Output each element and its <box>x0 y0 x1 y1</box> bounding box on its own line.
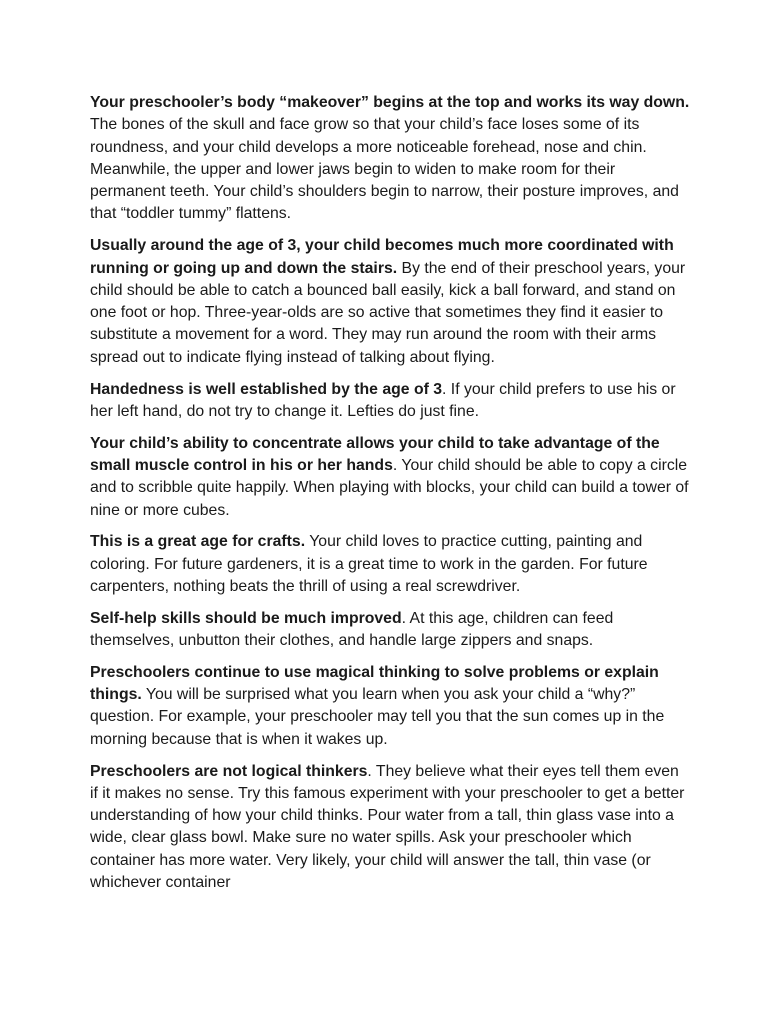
paragraph-text: . At this age, children can feed themselves, unbutton their clothes, and handle large zippers and snaps. <box>90 609 614 650</box>
paragraph-lead: Handedness is well established by the age of 3 <box>90 380 443 398</box>
paragraph-text: The bones of the skull and face grow so that your child’s face loses some of its roundness, and your child develops a more noticeable forehead, nose and chin. Meanwhile, the upper and lower jaws begin to widen to make room for their permanent teeth. Your child’s shoulders begin to narrow, their posture improves, and that “toddler tummy” flattens. <box>90 116 679 223</box>
paragraph-text: You will be surprised what you learn when you ask your child a “why?” question. For example, your preschooler may tell you that the sun comes up in the morning because that is when it wakes up. <box>90 686 665 748</box>
document-page <box>90 92 690 904</box>
paragraph-magical-thinking <box>90 662 690 751</box>
paragraph-text: . They believe what their eyes tell them even if it makes no sense. Try this famous experiment with your preschooler to get a better understanding of how your child thinks. Pour water from a tall, thin glass vase into a wide, clear glass bowl. Make sure no water spills. Ask your preschooler which container has more water. Very likely, your child will answer the tall, thin vase (or whichever container <box>90 762 685 891</box>
paragraph-lead: Preschoolers continue to use magical thinking to solve problems or explain things. <box>90 663 659 704</box>
paragraph-text: Your child loves to practice cutting, painting and coloring. For future gardeners, it is a great time to work in the garden. For future carpenters, nothing beats the thrill of using a real screwdriver. <box>90 533 648 595</box>
paragraph-concentration <box>90 433 690 522</box>
paragraph-lead: Self-help skills should be much improved <box>90 609 402 627</box>
paragraph-coordination <box>90 235 690 369</box>
paragraph-lead: Your child’s ability to concentrate allows your child to take advantage of the small muscle control in his or her hands <box>90 434 660 474</box>
paragraph-crafts <box>90 531 690 598</box>
paragraph-text: By the end of their preschool years, your child should be able to catch a bounced ball easily, kick a ball forward, and stand on one foot or hop. Three-year-olds are so active that sometimes they find it easier to substitute a movement for a word. They may run around the room with their arms spread out to indicate flying instead of talking about flying. <box>90 259 686 366</box>
paragraph-logical-thinkers <box>90 761 690 895</box>
paragraph-lead: Usually around the age of 3, your child becomes much more coordinated with running or going up and down the stairs. <box>90 237 674 277</box>
paragraph-text: . If your child prefers to use his or her left hand, do not try to change it. Lefties do just fine. <box>90 380 676 420</box>
paragraph-text: . Your child should be able to copy a circle and to scribble quite happily. When playing with blocks, your child can build a tower of nine or more cubes. <box>90 456 689 519</box>
paragraph-body-makeover <box>90 92 690 226</box>
paragraph-lead: Preschoolers are not logical thinkers <box>90 762 368 780</box>
paragraph-handedness <box>90 379 690 424</box>
paragraph-self-help <box>90 608 690 653</box>
paragraph-lead: Your preschooler’s body “makeover” begins at the top and works its way down. <box>90 94 690 111</box>
paragraph-lead: This is a great age for crafts. <box>90 533 306 551</box>
